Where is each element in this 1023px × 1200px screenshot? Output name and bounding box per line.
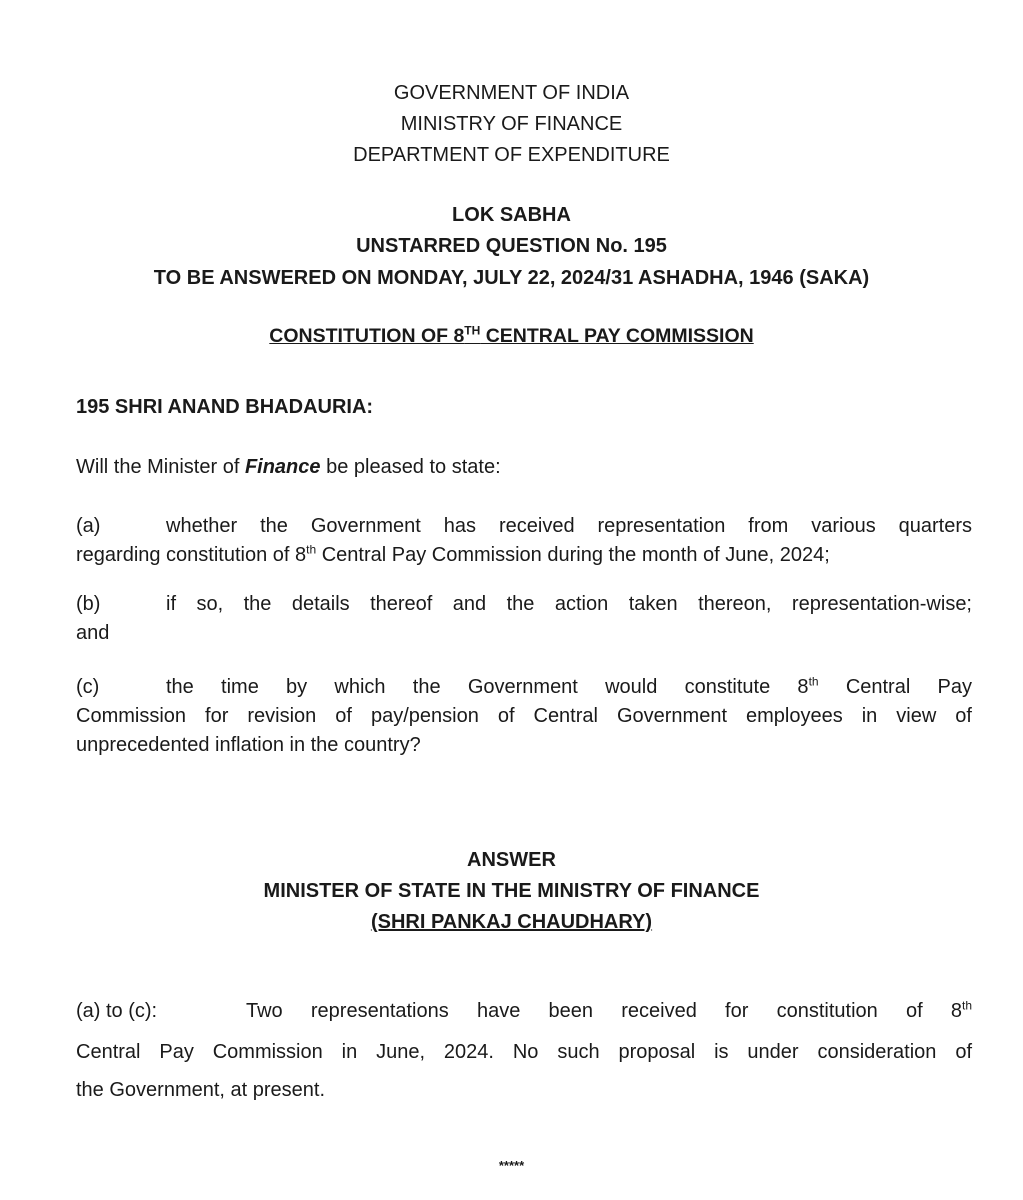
question-a-superscript: th: [306, 542, 317, 557]
member-name: 195 SHRI ANAND BHADAURIA:: [76, 396, 374, 418]
question-c-line1-after: Central Pay: [818, 676, 972, 698]
answer-title: ANSWER: [467, 849, 556, 871]
answer-line1-text: Two representations have been received for constitution of 8: [246, 1000, 962, 1022]
question-c-line1-before: the time by which the Government would constitute 8: [166, 676, 809, 698]
answer-line1: [246, 997, 972, 1026]
answer-label: (a) to (c):: [76, 1000, 158, 1022]
question-intro: [76, 453, 501, 482]
header-department: DEPARTMENT OF EXPENDITURE: [353, 144, 670, 166]
subject-superscript: TH: [464, 323, 481, 338]
subject-title: [0, 325, 1023, 348]
header-government: GOVERNMENT OF INDIA: [393, 82, 630, 104]
question-a-line1: whether the Government has received representation from various quarters: [166, 515, 972, 537]
subject-text-before: CONSTITUTION OF 8: [269, 325, 465, 347]
subject-underlined: [269, 325, 753, 347]
question-b-label: (b): [76, 593, 101, 615]
header-ministry: MINISTRY OF FINANCE: [400, 113, 623, 135]
question-a-line2-before: regarding constitution of 8: [76, 544, 307, 566]
end-mark: *****: [498, 1158, 525, 1173]
question-c-line3: unprecedented inflation in the country?: [76, 734, 421, 756]
intro-before: Will the Minister of: [76, 456, 245, 478]
intro-emphasis: Finance: [244, 456, 321, 478]
answer-line3: the Government, at present.: [76, 1079, 326, 1101]
minister-name: [0, 907, 1023, 937]
question-a-line2-after: Central Pay Commission during the month of June, 2024;: [316, 544, 830, 566]
question-a-label: (a): [76, 515, 101, 537]
question-b-line1: if so, the details thereof and the action taken thereon, representation-wise;: [166, 593, 972, 615]
answer-date: TO BE ANSWERED ON MONDAY, JULY 22, 2024/31 ASHADHA, 1946 (SAKA): [153, 267, 870, 289]
question-c-label: (c): [76, 676, 100, 698]
answer-superscript: th: [961, 998, 972, 1013]
intro-after: be pleased to state:: [320, 456, 501, 478]
question-c-line2: Commission for revision of pay/pension of Central Government employees in view of: [76, 705, 972, 727]
minister-name-text: (SHRI PANKAJ CHAUDHARY): [370, 911, 653, 933]
question-a-line2: [76, 541, 830, 570]
answer-line2: Central Pay Commission in June, 2024. No such proposal is under consideration of: [76, 1041, 972, 1063]
answering-minister: MINISTER OF STATE IN THE MINISTRY OF FINANCE: [263, 880, 760, 902]
question-c-superscript: th: [808, 674, 819, 689]
question-c-line1: [166, 673, 972, 702]
subject-text-after: CENTRAL PAY COMMISSION: [480, 325, 754, 347]
question-number: UNSTARRED QUESTION No. 195: [356, 235, 667, 257]
question-b-line2: and: [76, 622, 110, 644]
house-name: LOK SABHA: [452, 204, 571, 226]
